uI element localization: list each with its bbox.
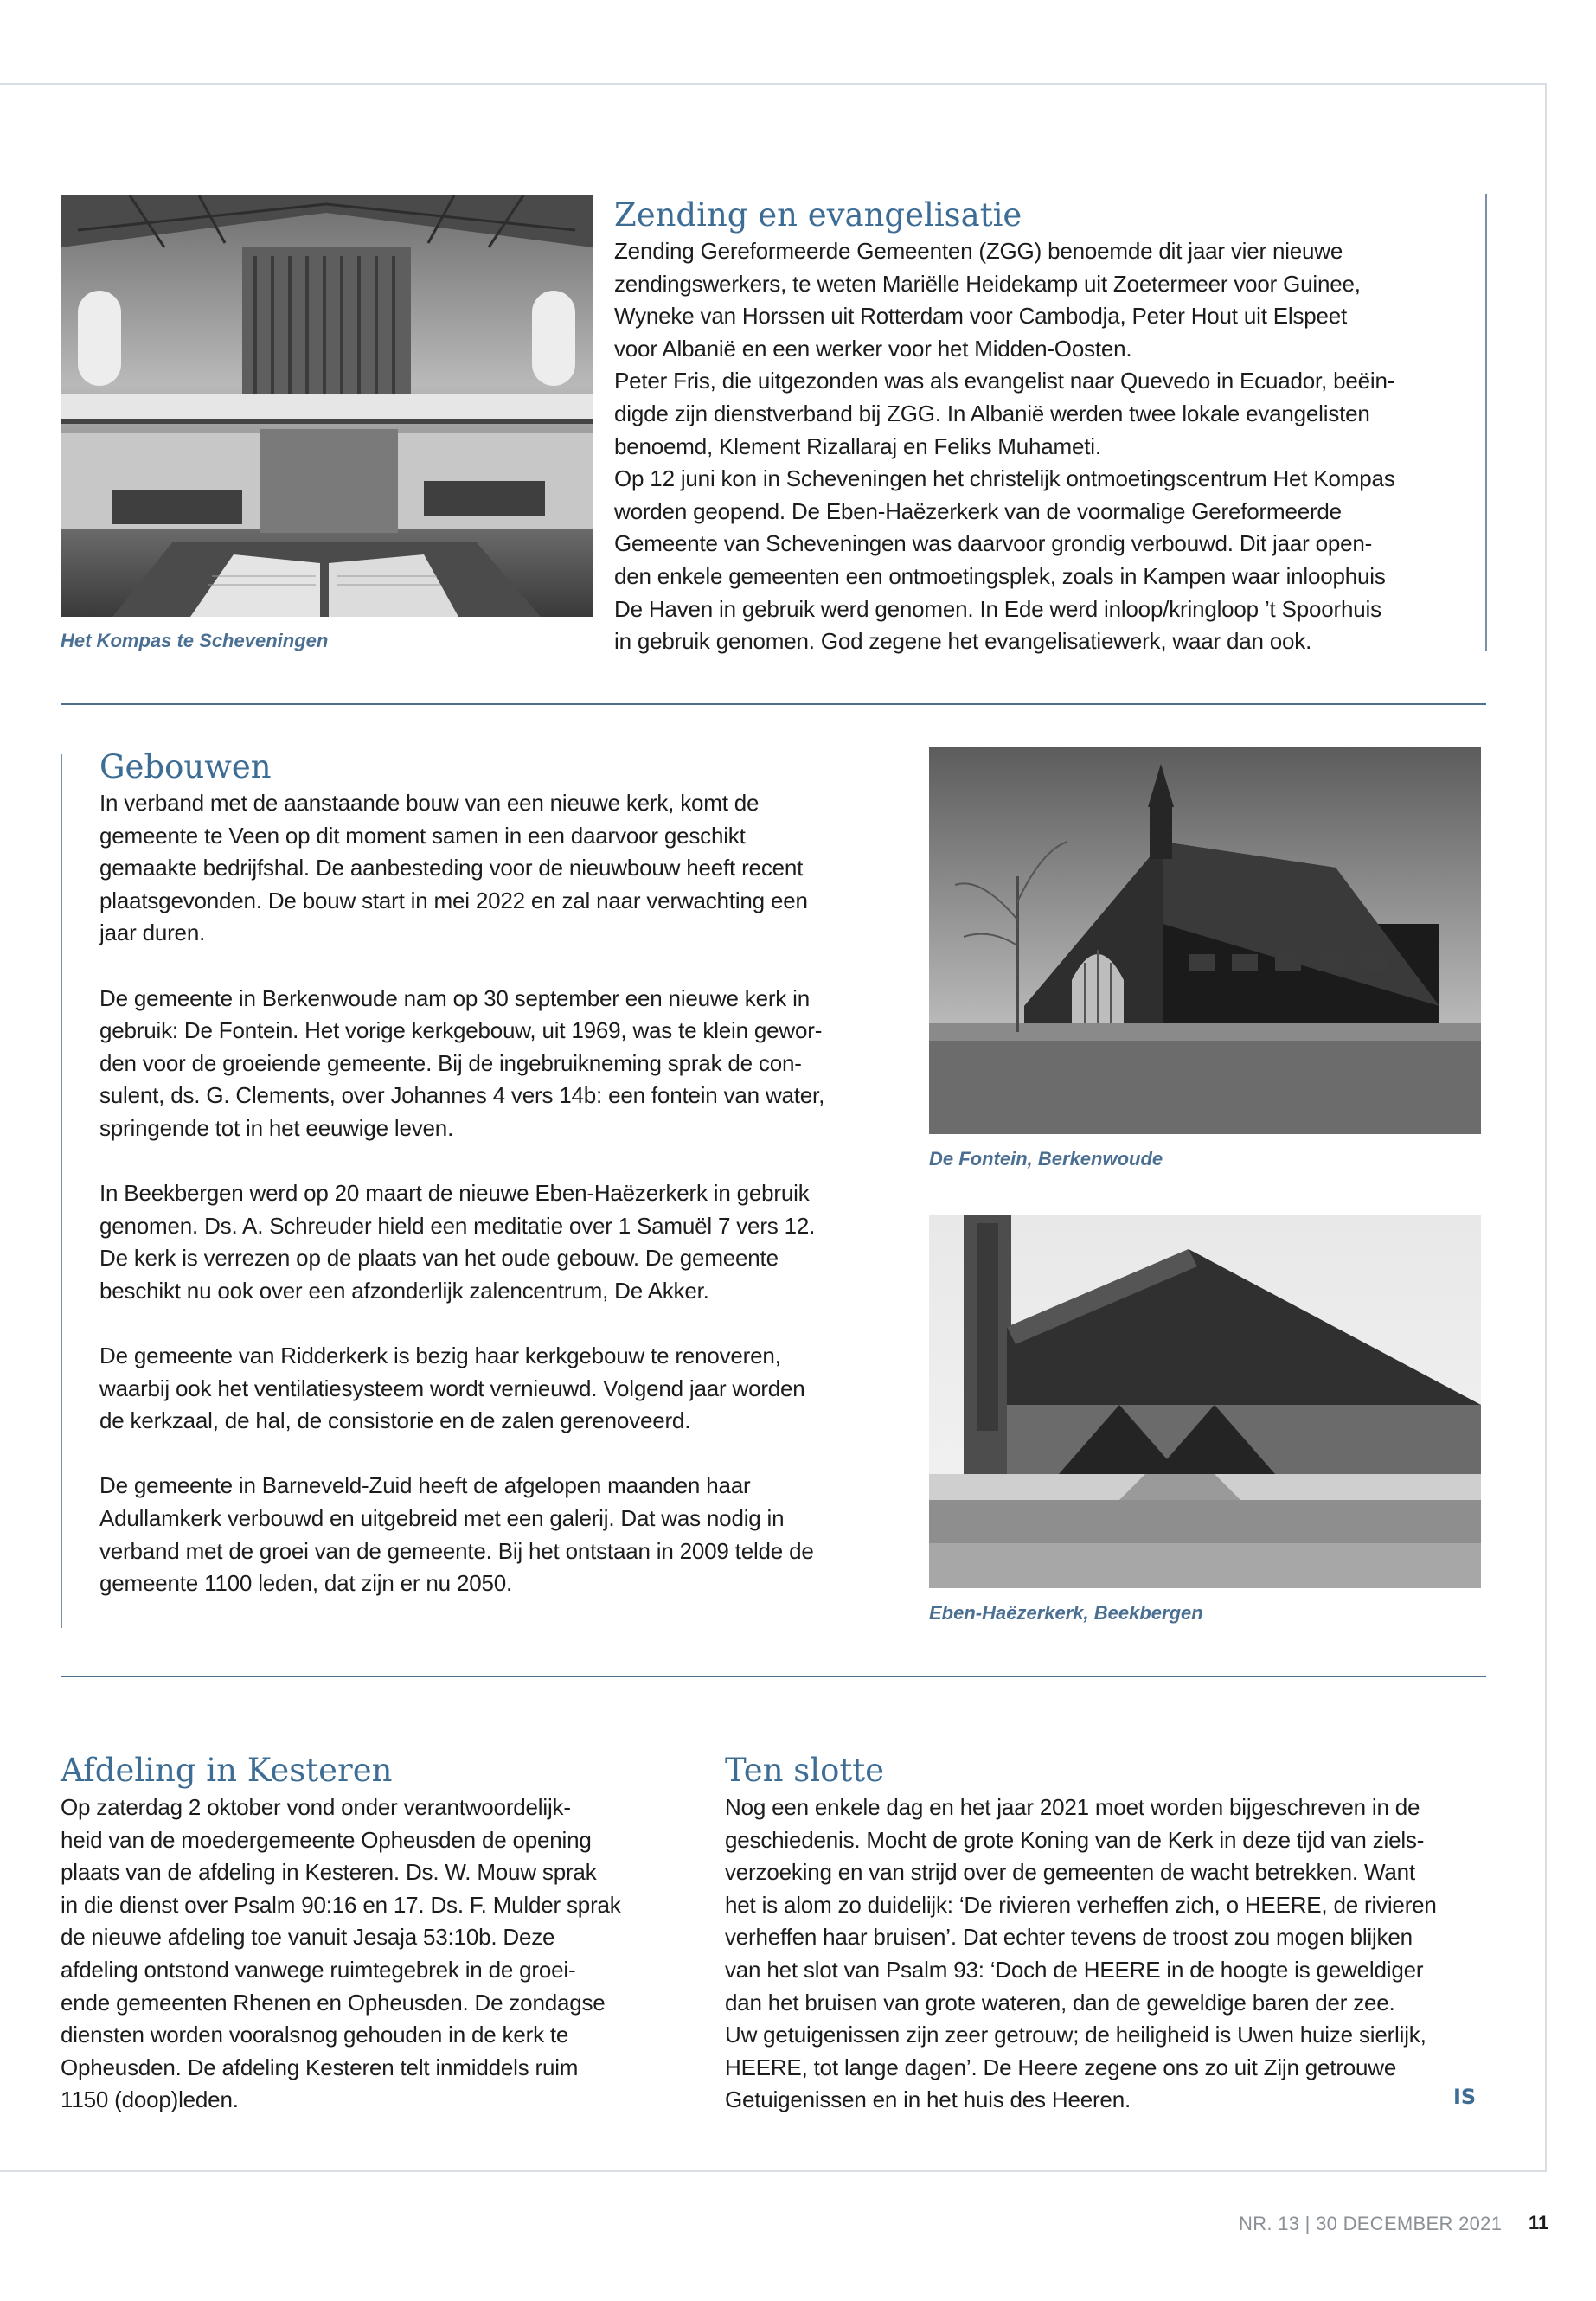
kesteren-line: plaats van de afdeling in Kesteren. Ds. W. Mouw sprak bbox=[61, 1859, 597, 1886]
end-mark-icon: IS bbox=[1453, 2085, 1477, 2109]
beekbergen-photo bbox=[929, 1215, 1481, 1588]
kompas-caption: Het Kompas te Scheveningen bbox=[61, 630, 329, 651]
slotte-heading: Ten slotte bbox=[725, 1752, 885, 1789]
gebouwen-line: verband met de groei van de gemeente. Bij het ontstaan in 2009 telde de bbox=[99, 1537, 814, 1564]
zending-line: Peter Fris, die uitgezonden was als evangelist naar Quevedo in Ecuador, beëin- bbox=[614, 368, 1395, 394]
frame-bottom bbox=[0, 2170, 1547, 2172]
footer-issue: NR. 13 | 30 DECEMBER 2021 bbox=[1239, 2213, 1503, 2234]
kesteren-line: Op zaterdag 2 oktober vond onder verantwoordelijk- bbox=[61, 1794, 571, 1820]
gebouwen-line: De gemeente in Barneveld-Zuid heeft de afgelopen maanden haar bbox=[99, 1472, 751, 1499]
gebouwen-line: gemeente 1100 leden, dat zijn er nu 2050. bbox=[99, 1570, 513, 1597]
gebouwen-line: sulent, ds. G. Clements, over Johannes 4 vers 14b: een fontein van water, bbox=[99, 1082, 825, 1109]
kesteren-line: de nieuwe afdeling toe vanuit Jesaja 53:10b. Deze bbox=[61, 1924, 555, 1951]
frame-top bbox=[0, 83, 1547, 85]
slotte-line: verzoeking en van strijd over de gemeenten de wacht betrekken. Want bbox=[725, 1859, 1415, 1886]
zending-line: digde zijn dienstverband bij ZGG. In Albanië werden twee lokale evangelisten bbox=[614, 400, 1370, 426]
gebouwen-line: jaar duren. bbox=[99, 920, 206, 946]
fontein-caption: De Fontein, Berkenwoude bbox=[929, 1148, 1163, 1170]
gebouwen-line: In verband met de aanstaande bouw van een nieuwe kerk, komt de bbox=[99, 790, 760, 816]
page-number: 11 bbox=[1529, 2212, 1549, 2234]
gebouwen-line: In Beekbergen werd op 20 maart de nieuwe Eben-Haëzerkerk in gebruik bbox=[99, 1180, 810, 1207]
zending-line: worden geopend. De Eben-Haëzerkerk van de voormalige Gereformeerde bbox=[614, 497, 1342, 524]
slotte-line: dan het bruisen van grote wateren, dan de geweldige baren der zee. bbox=[725, 1989, 1395, 2016]
kesteren-line: afdeling ontstond vanwege ruimtegebrek in de groei- bbox=[61, 1956, 576, 1983]
zending-line: Wyneke van Horssen uit Rotterdam voor Cambodja, Peter Hout uit Elspeet bbox=[614, 303, 1348, 330]
zending-side-bar bbox=[1485, 194, 1487, 651]
slotte-line: het is alom zo duidelijk: ‘De rivieren verheffen zich, o HEERE, de rivieren bbox=[725, 1891, 1437, 1918]
kesteren-line: diensten worden vooralsnog gehouden in de kerk te bbox=[61, 2022, 569, 2048]
gebouwen-line: den voor de groeiende gemeente. Bij de ingebruikneming sprak de con- bbox=[99, 1049, 802, 1076]
gebouwen-line: De kerk is verrezen op de plaats van het oude gebouw. De gemeente bbox=[99, 1245, 779, 1272]
kesteren-line: 1150 (doop)leden. bbox=[61, 2086, 239, 2113]
zending-line: den enkele gemeenten een ontmoetingsplek, zoals in Kampen waar inloophuis bbox=[614, 562, 1386, 589]
slotte-line: van het slot van Psalm 93: ‘Doch de HEERE in de hoogte is geweldiger bbox=[725, 1956, 1424, 1983]
slotte-line: geschiedenis. Mocht de grote Koning van de Kerk in deze tijd van ziels- bbox=[725, 1826, 1425, 1853]
kesteren-line: in die dienst over Psalm 90:16 en 17. Ds. F. Mulder sprak bbox=[61, 1891, 621, 1918]
zending-line: voor Albanië en een werker voor het Midden-Oosten. bbox=[614, 335, 1132, 362]
kompas-photo bbox=[61, 195, 593, 617]
slotte-line: verheffen haar bruisen’. Dat echter tevens de troost zou mogen blijken bbox=[725, 1924, 1413, 1951]
slotte-line: Nog een enkele dag en het jaar 2021 moet worden bijgeschreven in de bbox=[725, 1794, 1420, 1820]
zending-line: benoemd, Klement Rizallaraj en Feliks Muhameti. bbox=[614, 433, 1101, 459]
zending-line: Gemeente van Scheveningen was daarvoor grondig verbouwd. Dit jaar open- bbox=[614, 530, 1373, 557]
kesteren-line: Opheusden. De afdeling Kesteren telt inmiddels ruim bbox=[61, 2054, 579, 2080]
slotte-line: Uw getuigenissen zijn zeer getrouw; de heiligheid is Uwen huize sierlijk, bbox=[725, 2022, 1426, 2048]
kesteren-line: ende gemeenten Rhenen en Opheusden. De zondagse bbox=[61, 1989, 606, 2016]
gebouwen-body bbox=[99, 787, 913, 1600]
zending-line: Op 12 juni kon in Scheveningen het christelijk ontmoetingscentrum Het Kompas bbox=[614, 465, 1395, 492]
kesteren-heading: Afdeling in Kesteren bbox=[61, 1752, 393, 1789]
gebouwen-line: plaatsgevonden. De bouw start in mei 2022 en zal naar verwachting een bbox=[99, 887, 808, 913]
gebouwen-heading: Gebouwen bbox=[99, 748, 272, 785]
gebouwen-line: gemaakte bedrijfshal. De aanbesteding voor de nieuwbouw heeft recent bbox=[99, 855, 804, 881]
gebouwen-line: gemeente te Veen op dit moment samen in een daarvoor geschikt bbox=[99, 822, 746, 849]
frame-right bbox=[1545, 83, 1547, 2172]
zending-line: zendingswerkers, te weten Mariëlle Heidekamp uit Zoetermeer voor Guinee, bbox=[614, 270, 1361, 297]
slotte-line: Getuigenissen en in het huis des Heeren. bbox=[725, 2086, 1131, 2113]
gebouwen-line: springende tot in het eeuwige leven. bbox=[99, 1114, 454, 1141]
zending-line: in gebruik genomen. God zegene het evangelisatiewerk, waar dan ook. bbox=[614, 628, 1312, 655]
zending-heading: Zending en evangelisatie bbox=[614, 196, 1022, 234]
gebouwen-line: gebruik: De Fontein. Het vorige kerkgebouw, uit 1969, was te klein gewor- bbox=[99, 1017, 823, 1044]
section-divider-2 bbox=[61, 1676, 1486, 1677]
gebouwen-line: beschikt nu ook over een afzonderlijk zalencentrum, De Akker. bbox=[99, 1277, 709, 1304]
gebouwen-line: waarbij ook het ventilatiesysteem wordt vernieuwd. Volgend jaar worden bbox=[99, 1375, 805, 1401]
kesteren-line: heid van de moedergemeente Opheusden de opening bbox=[61, 1826, 592, 1853]
kesteren-body bbox=[61, 1791, 735, 2117]
slotte-body bbox=[725, 1791, 1486, 2117]
gebouwen-line: genomen. Ds. A. Schreuder hield een meditatie over 1 Samuël 7 vers 12. bbox=[99, 1212, 816, 1239]
gebouwen-line: de kerkzaal, de hal, de consistorie en de zalen gerenoveerd. bbox=[99, 1407, 691, 1434]
section-divider-1 bbox=[61, 703, 1486, 705]
gebouwen-line: De gemeente van Ridderkerk is bezig haar kerkgebouw te renoveren, bbox=[99, 1343, 781, 1369]
zending-body bbox=[614, 235, 1488, 658]
gebouwen-line: Adullamkerk verbouwd en uitgebreid met een galerij. Dat was nodig in bbox=[99, 1505, 785, 1532]
gebouwen-line: De gemeente in Berkenwoude nam op 30 september een nieuwe kerk in bbox=[99, 984, 810, 1011]
zending-line: De Haven in gebruik werd genomen. In Ede werd inloop/kringloop ’t Spoorhuis bbox=[614, 595, 1381, 622]
fontein-photo bbox=[929, 747, 1481, 1134]
zending-line: Zending Gereformeerde Gemeenten (ZGG) benoemde dit jaar vier nieuwe bbox=[614, 238, 1343, 264]
gebouwen-side-bar bbox=[61, 754, 62, 1628]
slotte-line: HEERE, tot lange dagen’. De Heere zegene ons zo uit Zijn getrouwe bbox=[725, 2054, 1397, 2080]
beekbergen-caption: Eben-Haëzerkerk, Beekbergen bbox=[929, 1602, 1203, 1624]
